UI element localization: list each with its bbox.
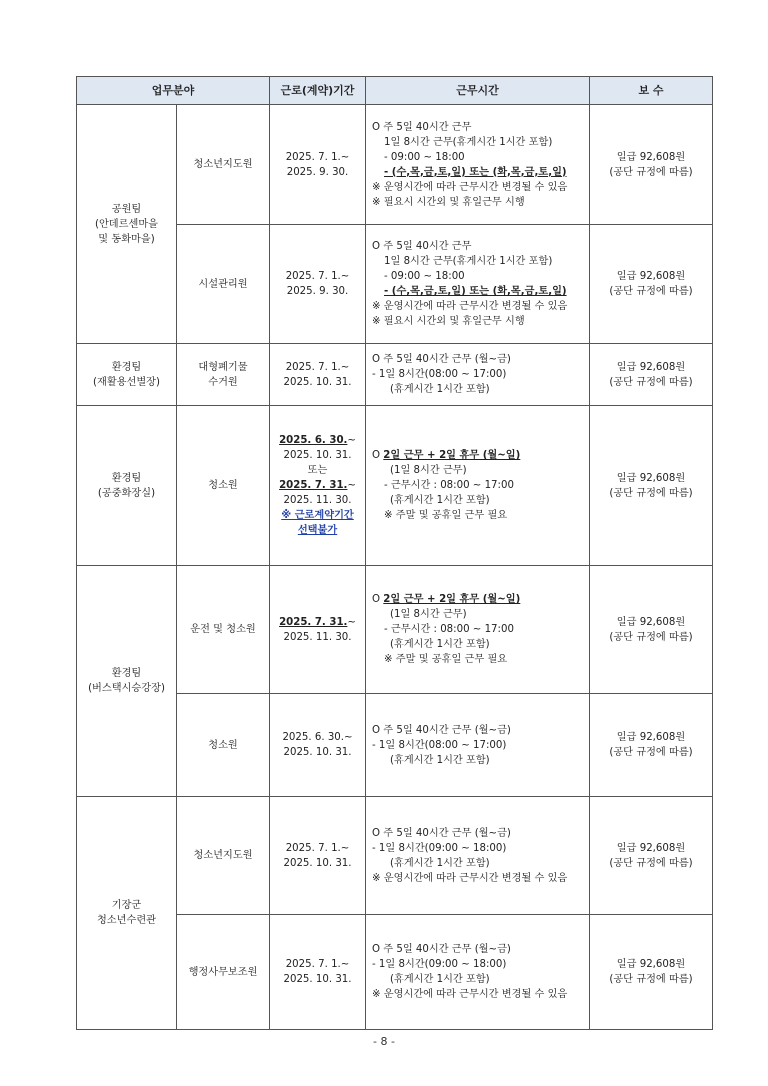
job-cell: 대형폐기물 수거원 bbox=[177, 344, 270, 406]
hours-cell: O 주 5일 40시간 근무 1일 8시간 근무(휴게시간 1시간 포함) - 09:00 ~ 18:00 - (수,목,금,토,일) 또는 (화,목,금,토,일) ※ 운영시간에 따라 근무시간 변경될 수 있음 ※ 필요시 시간외 및 휴일근무 시행 bbox=[366, 225, 590, 344]
header-pay: 보 수 bbox=[590, 77, 713, 105]
job-cell: 행정사무보조원 bbox=[177, 915, 270, 1030]
pay-cell: 일급 92,608원 (공단 규정에 따름) bbox=[590, 105, 713, 225]
period-cell: 2025. 7. 31.~ 2025. 11. 30. bbox=[270, 566, 366, 694]
job-cell: 시설관리원 bbox=[177, 225, 270, 344]
period-cell: 2025. 7. 1.~ 2025. 9. 30. bbox=[270, 105, 366, 225]
hours-cell: O 주 5일 40시간 근무 (월~금) - 1일 8시간(08:00 ~ 17:00) (휴게시간 1시간 포함) bbox=[366, 344, 590, 406]
team-cell: 환경팀 (재활용선별장) bbox=[77, 344, 177, 406]
pay-cell: 일급 92,608원 (공단 규정에 따름) bbox=[590, 566, 713, 694]
hours-cell: O 2일 근무 + 2일 휴무 (월~일) (1일 8시간 근무) - 근무시간 : 08:00 ~ 17:00 (휴게시간 1시간 포함) ※ 주말 및 공휴일 근무 필요 bbox=[366, 566, 590, 694]
period-cell: 2025. 7. 1.~ 2025. 10. 31. bbox=[270, 797, 366, 915]
table-row bbox=[77, 566, 713, 694]
hours-cell: O 주 5일 40시간 근무 1일 8시간 근무(휴게시간 1시간 포함) - 09:00 ~ 18:00 - (수,목,금,토,일) 또는 (화,목,금,토,일) ※ 운영시간에 따라 근무시간 변경될 수 있음 ※ 필요시 시간외 및 휴일근무 시행 bbox=[366, 105, 590, 225]
team-cell: 환경팀 (버스택시승강장) bbox=[77, 566, 177, 797]
period-cell: 2025. 7. 1.~ 2025. 10. 31. bbox=[270, 344, 366, 406]
recruitment-table bbox=[76, 76, 713, 1030]
header-period: 근로(계약)기간 bbox=[270, 77, 366, 105]
pay-cell: 일급 92,608원 (공단 규정에 따름) bbox=[590, 915, 713, 1030]
table-row bbox=[77, 797, 713, 915]
period-cell: 2025. 7. 1.~ 2025. 10. 31. bbox=[270, 915, 366, 1030]
header-field: 업무분야 bbox=[77, 77, 270, 105]
header-row bbox=[77, 77, 713, 105]
table-row bbox=[77, 344, 713, 406]
pay-cell: 일급 92,608원 (공단 규정에 따름) bbox=[590, 406, 713, 566]
hours-cell: O 주 5일 40시간 근무 (월~금) - 1일 8시간(09:00 ~ 18:00) (휴게시간 1시간 포함) ※ 운영시간에 따라 근무시간 변경될 수 있음 bbox=[366, 797, 590, 915]
job-cell: 청소년지도원 bbox=[177, 105, 270, 225]
job-cell: 운전 및 청소원 bbox=[177, 566, 270, 694]
pay-cell: 일급 92,608원 (공단 규정에 따름) bbox=[590, 694, 713, 797]
team-cell: 공원팀 (안데르센마을 및 동화마을) bbox=[77, 105, 177, 344]
header-hours: 근무시간 bbox=[366, 77, 590, 105]
pay-cell: 일급 92,608원 (공단 규정에 따름) bbox=[590, 225, 713, 344]
table-row bbox=[77, 105, 713, 225]
job-cell: 청소년지도원 bbox=[177, 797, 270, 915]
job-cell: 청소원 bbox=[177, 406, 270, 566]
period-cell: 2025. 7. 1.~ 2025. 9. 30. bbox=[270, 225, 366, 344]
table-row bbox=[77, 406, 713, 566]
hours-cell: O 주 5일 40시간 근무 (월~금) - 1일 8시간(08:00 ~ 17:00) (휴게시간 1시간 포함) bbox=[366, 694, 590, 797]
team-cell: 환경팀 (공중화장실) bbox=[77, 406, 177, 566]
period-cell: 2025. 6. 30.~ 2025. 10. 31. 또는 2025. 7. 31.~ 2025. 11. 30. ※ 근로계약기간 선택불가 bbox=[270, 406, 366, 566]
pay-cell: 일급 92,608원 (공단 규정에 따름) bbox=[590, 797, 713, 915]
pay-cell: 일급 92,608원 (공단 규정에 따름) bbox=[590, 344, 713, 406]
job-cell: 청소원 bbox=[177, 694, 270, 797]
hours-cell: O 주 5일 40시간 근무 (월~금) - 1일 8시간(09:00 ~ 18:00) (휴게시간 1시간 포함) ※ 운영시간에 따라 근무시간 변경될 수 있음 bbox=[366, 915, 590, 1030]
team-cell: 기장군 청소년수련관 bbox=[77, 797, 177, 1030]
period-cell: 2025. 6. 30.~ 2025. 10. 31. bbox=[270, 694, 366, 797]
hours-cell: O 2일 근무 + 2일 휴무 (월~일) (1일 8시간 근무) - 근무시간 : 08:00 ~ 17:00 (휴게시간 1시간 포함) ※ 주말 및 공휴일 근무 필요 bbox=[366, 406, 590, 566]
page-number: - 8 - bbox=[373, 1035, 395, 1048]
